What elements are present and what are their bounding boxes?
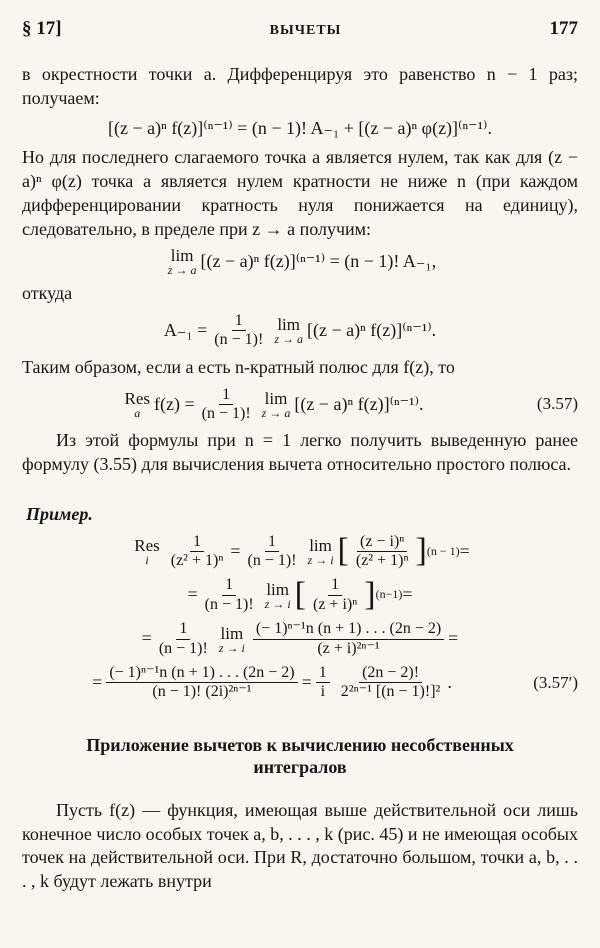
paragraph-1: в окрестности точки a. Дифференцируя это равенство n − 1 раз; получаем: bbox=[22, 64, 578, 108]
limit-operator: lim z → a bbox=[261, 389, 291, 420]
left-bracket: [ bbox=[337, 532, 349, 570]
equation-2-text: [(z − a)ⁿ f(z)]⁽ⁿ⁻¹⁾ = (n − 1)! A₋₁, bbox=[200, 250, 437, 271]
book-page bbox=[22, 16, 578, 894]
running-header bbox=[22, 16, 578, 41]
limit-operator: lim z → i bbox=[264, 579, 291, 611]
residue-operator: Res a bbox=[124, 389, 151, 420]
right-bracket: ] bbox=[415, 532, 427, 570]
equation-3-57-prime: = $\frac{\text{(− 1)ⁿ⁻¹n (n + 1) . . . (2n − 2)}}{\text{(n − 1)! (2i)²ⁿ⁻¹}}$ = $\frac{1}{i}$ $\frac{(2n - 2)!}{\text{2²ⁿ⁻¹ [(n − 1)!]²}}$ . (3.57′) bbox=[92, 663, 578, 701]
section-number: § 17] bbox=[22, 18, 62, 39]
fraction: $\frac{\text{(− 1)ⁿ⁻¹n (n + 1) . . . (2n − 2)}}{\text{(z + i)²ⁿ⁻¹}}$ bbox=[253, 620, 444, 658]
example-line-3: = $\frac{1}{(n - 1)!}$ lim z → i $\frac{\text{(− 1)ⁿ⁻¹n (n + 1) . . . (2n − 2)}}{\text{(z + i)²ⁿ⁻¹}}$ = bbox=[141, 620, 459, 657]
example-label: Пример. bbox=[26, 503, 93, 524]
section-heading: Приложение вычетов к вычислению несобственных интегралов bbox=[86, 734, 514, 778]
fraction: $\frac{\text{(− 1)ⁿ⁻¹n (n + 1) . . . (2n − 2)}}{\text{(n − 1)! (2i)²ⁿ⁻¹}}$ bbox=[106, 664, 297, 702]
fraction: $\frac{1}{i}$ bbox=[316, 664, 330, 702]
left-bracket: [ bbox=[294, 576, 306, 614]
page-number: 177 bbox=[549, 18, 578, 39]
fraction: $\frac{1}{(n - 1)!}$ bbox=[214, 312, 264, 349]
equation-3-57: Res a f(z) = $\frac{1}{(n - 1)!}$ lim z → a [(z − a)ⁿ f(z)]⁽ⁿ⁻¹⁾. (3.57) bbox=[124, 385, 578, 422]
fraction: $\frac{1}{(n - 1)!}$ bbox=[201, 385, 251, 422]
fraction: $\frac{1}{(n - 1)!}$ bbox=[247, 532, 297, 570]
paragraph-4: Таким образом, если a есть n-кратный полюс для f(z), то bbox=[22, 356, 455, 377]
equation-1-text: [(z − a)ⁿ f(z)]⁽ⁿ⁻¹⁾ = (n − 1)! A₋₁ + [(z − a)ⁿ φ(z)]⁽ⁿ⁻¹⁾. bbox=[108, 117, 492, 138]
fraction: $\frac{(2n - 2)!}{\text{2²ⁿ⁻¹ [(n − 1)!]²}}$ bbox=[340, 663, 441, 701]
fraction: $\frac{\text{(z − i)ⁿ}}{\text{(z² + 1)ⁿ}}$ bbox=[355, 532, 409, 570]
equation-2 bbox=[22, 247, 578, 276]
equation-number: (3.57′) bbox=[533, 672, 578, 692]
running-title: ВЫЧЕТЫ bbox=[269, 23, 342, 38]
equation-1 bbox=[22, 117, 578, 141]
fraction: $\frac{1}{\text{(z² + 1)ⁿ}}$ bbox=[170, 532, 224, 570]
limit-operator: lim z → i bbox=[307, 536, 334, 568]
equation-number: (3.57) bbox=[536, 394, 578, 414]
paragraph-2: Но для последнего слагаемого точка a является нулем, так как для (z − a)ⁿ φ(z) точка a является нулем кратности не ниже n (при каждом дифференцировании кратность нуля понижается на единицу), следовательно, в пределе при z → a получим: bbox=[22, 147, 578, 239]
limit-operator: lim z → i bbox=[218, 623, 245, 655]
limit-operator: lim z → a bbox=[274, 315, 303, 347]
right-bracket: ] bbox=[364, 576, 376, 614]
example-line-1: Res i $\frac{1}{\text{(z² + 1)ⁿ}}$ = $\frac{1}{(n - 1)!}$ lim z → i [ $\frac{\text{(z − i)ⁿ}}{\text{(z² + 1)ⁿ}}$ ] (n − 1) = bbox=[134, 532, 470, 570]
fraction: $\frac{1}{(n - 1)!}$ bbox=[158, 620, 208, 657]
paragraph-6: Пусть f(z) — функция, имеющая выше действительной оси лишь конечное число особых точек a, b, . . . , k (рис. 45) и не имеющая особых точек на действительной оси. При R, достаточно большом, точки a, b, . . . , k будут лежать внутри bbox=[22, 799, 578, 892]
limit-operator: lim z → a bbox=[167, 246, 197, 278]
example-line-2: = $\frac{1}{(n - 1)!}$ lim z → i [ $\frac{1}{\text{(z + i)ⁿ}}$ ] (n−1) = bbox=[187, 576, 413, 614]
residue-operator: Res i bbox=[134, 536, 160, 568]
paragraph-3: откуда bbox=[22, 283, 73, 304]
fraction: $\frac{1}{\text{(z + i)ⁿ}}$ bbox=[313, 576, 358, 613]
paragraph-5: Из этой формулы при n = 1 легко получить выведенную ранее формулу (3.55) для вычисления вычета относительно простого полюса. bbox=[22, 430, 578, 475]
equation-3: A₋₁ = $\frac{1}{(n - 1)!}$ lim z → a [(z − a)ⁿ f(z)]⁽ⁿ⁻¹⁾. bbox=[163, 312, 437, 349]
fraction: $\frac{1}{(n - 1)!}$ bbox=[204, 576, 254, 613]
